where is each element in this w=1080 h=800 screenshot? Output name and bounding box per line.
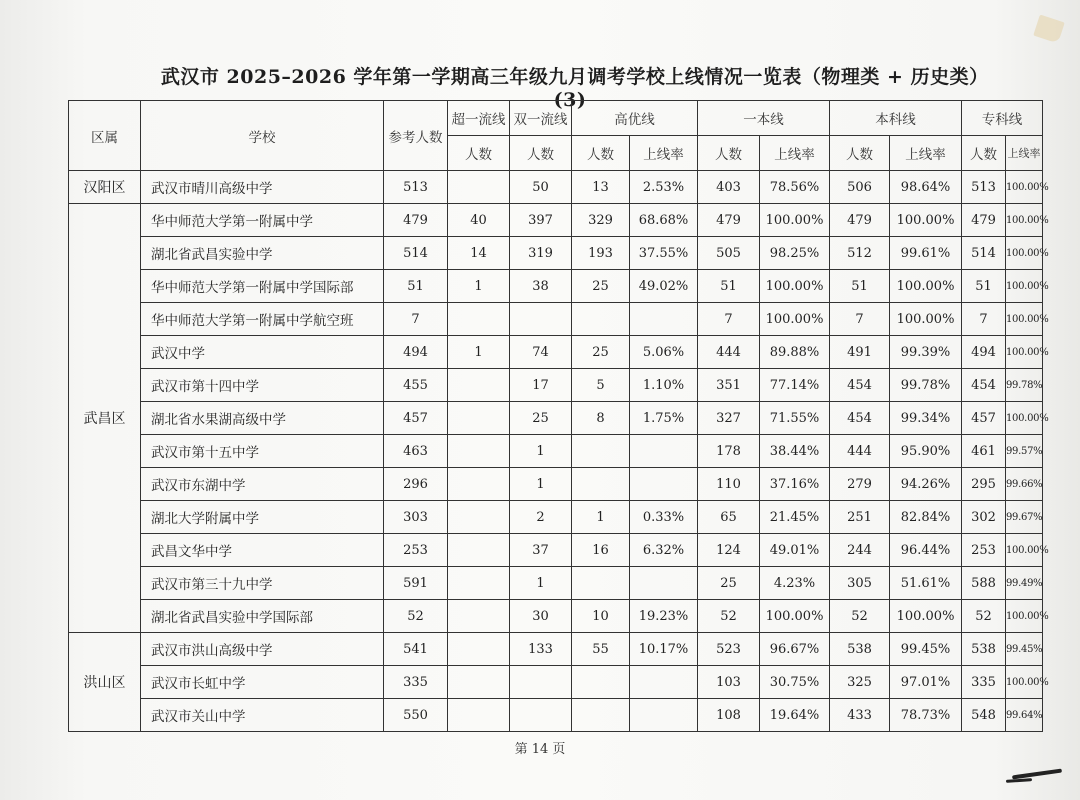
benke-r-cell: 99.34% <box>890 402 962 435</box>
yiben-r-cell: 89.88% <box>760 336 830 369</box>
double-first-cell: 133 <box>510 633 572 666</box>
gaoyou-r-cell: 68.68% <box>630 204 698 237</box>
benke-r-cell: 94.26% <box>890 468 962 501</box>
double-first-cell: 74 <box>510 336 572 369</box>
gaoyou-r-cell <box>630 666 698 699</box>
zhuanke-n-cell: 457 <box>962 402 1006 435</box>
zhuanke-n-cell: 7 <box>962 303 1006 336</box>
gaoyou-n-cell: 10 <box>572 600 630 633</box>
gaoyou-n-cell: 329 <box>572 204 630 237</box>
district-cell: 武昌区 <box>69 204 141 633</box>
gaoyou-r-cell: 49.02% <box>630 270 698 303</box>
super-first-cell <box>448 501 510 534</box>
table-row <box>69 567 1043 600</box>
benke-n-cell: 325 <box>830 666 890 699</box>
double-first-cell <box>510 699 572 732</box>
yiben-n-cell: 108 <box>698 699 760 732</box>
benke-r-cell: 98.64% <box>890 171 962 204</box>
table-row <box>69 534 1043 567</box>
table-row <box>69 171 1043 204</box>
school-cell: 武汉市关山中学 <box>141 699 384 732</box>
table-row <box>69 666 1043 699</box>
zhuanke-r-cell: 99.57% <box>1006 435 1043 468</box>
benke-n-cell: 433 <box>830 699 890 732</box>
zhuanke-n-cell: 51 <box>962 270 1006 303</box>
super-first-cell: 1 <box>448 336 510 369</box>
subheader-rate: 上线率 <box>760 136 830 171</box>
yiben-n-cell: 444 <box>698 336 760 369</box>
subheader-count: 人数 <box>572 136 630 171</box>
examinees-cell: 463 <box>384 435 448 468</box>
zhuanke-n-cell: 538 <box>962 633 1006 666</box>
benke-n-cell: 7 <box>830 303 890 336</box>
double-first-cell: 1 <box>510 435 572 468</box>
zhuanke-n-cell: 52 <box>962 600 1006 633</box>
examinees-cell: 296 <box>384 468 448 501</box>
yiben-r-cell: 38.44% <box>760 435 830 468</box>
super-first-cell <box>448 171 510 204</box>
table-row <box>69 435 1043 468</box>
yiben-n-cell: 51 <box>698 270 760 303</box>
benke-r-cell: 100.00% <box>890 600 962 633</box>
benke-n-cell: 454 <box>830 369 890 402</box>
gaoyou-r-cell: 37.55% <box>630 237 698 270</box>
benke-n-cell: 479 <box>830 204 890 237</box>
zhuanke-r-cell: 100.00% <box>1006 534 1043 567</box>
benke-r-cell: 99.45% <box>890 633 962 666</box>
table-header <box>69 101 1043 171</box>
benke-n-cell: 244 <box>830 534 890 567</box>
gaoyou-n-cell: 25 <box>572 336 630 369</box>
yiben-r-cell: 4.23% <box>760 567 830 600</box>
gaoyou-r-cell <box>630 699 698 732</box>
benke-n-cell: 444 <box>830 435 890 468</box>
double-first-cell: 25 <box>510 402 572 435</box>
zhuanke-r-cell: 99.64% <box>1006 699 1043 732</box>
subheader-count: 人数 <box>830 136 890 171</box>
examinees-cell: 455 <box>384 369 448 402</box>
gaoyou-r-cell: 6.32% <box>630 534 698 567</box>
gaoyou-n-cell: 55 <box>572 633 630 666</box>
school-cell: 武昌文华中学 <box>141 534 384 567</box>
subheader-rate: 上线率 <box>890 136 962 171</box>
gaoyou-r-cell <box>630 567 698 600</box>
yiben-n-cell: 52 <box>698 600 760 633</box>
zhuanke-r-cell: 99.67% <box>1006 501 1043 534</box>
pen-mark <box>1012 769 1062 780</box>
yiben-n-cell: 403 <box>698 171 760 204</box>
header-school: 学校 <box>141 101 384 171</box>
yiben-r-cell: 100.00% <box>760 204 830 237</box>
yiben-r-cell: 100.00% <box>760 600 830 633</box>
benke-n-cell: 52 <box>830 600 890 633</box>
school-cell: 武汉中学 <box>141 336 384 369</box>
benke-r-cell: 99.61% <box>890 237 962 270</box>
benke-n-cell: 279 <box>830 468 890 501</box>
document-title: 武汉市 2025–2026 学年第一学期高三年级九月调考学校上线情况一览表（物理类 + 历史类）(3) <box>160 66 980 111</box>
zhuanke-n-cell: 461 <box>962 435 1006 468</box>
yiben-n-cell: 327 <box>698 402 760 435</box>
examinees-cell: 51 <box>384 270 448 303</box>
school-cell: 华中师范大学第一附属中学国际部 <box>141 270 384 303</box>
yiben-n-cell: 110 <box>698 468 760 501</box>
double-first-cell: 50 <box>510 171 572 204</box>
zhuanke-n-cell: 513 <box>962 171 1006 204</box>
double-first-cell <box>510 666 572 699</box>
table-row <box>69 600 1043 633</box>
zhuanke-n-cell: 454 <box>962 369 1006 402</box>
yiben-n-cell: 25 <box>698 567 760 600</box>
table-row <box>69 237 1043 270</box>
examinees-cell: 457 <box>384 402 448 435</box>
gaoyou-r-cell: 1.10% <box>630 369 698 402</box>
district-cell: 洪山区 <box>69 633 141 732</box>
benke-r-cell: 100.00% <box>890 204 962 237</box>
gaoyou-r-cell: 2.53% <box>630 171 698 204</box>
super-first-cell <box>448 303 510 336</box>
header-gaoyou-line: 高优线 <box>572 101 698 136</box>
school-cell: 湖北省武昌实验中学国际部 <box>141 600 384 633</box>
table-row <box>69 468 1043 501</box>
table-row <box>69 270 1043 303</box>
yiben-n-cell: 351 <box>698 369 760 402</box>
yiben-n-cell: 7 <box>698 303 760 336</box>
header-examinees: 参考人数 <box>384 101 448 171</box>
benke-r-cell: 99.78% <box>890 369 962 402</box>
gaoyou-r-cell: 0.33% <box>630 501 698 534</box>
table-row <box>69 402 1043 435</box>
gaoyou-n-cell: 13 <box>572 171 630 204</box>
table-row <box>69 303 1043 336</box>
yiben-n-cell: 65 <box>698 501 760 534</box>
zhuanke-r-cell: 99.49% <box>1006 567 1043 600</box>
examinees-cell: 7 <box>384 303 448 336</box>
table-row <box>69 633 1043 666</box>
table-body <box>69 171 1049 732</box>
double-first-cell: 17 <box>510 369 572 402</box>
school-cell: 湖北省武昌实验中学 <box>141 237 384 270</box>
examinees-cell: 303 <box>384 501 448 534</box>
benke-r-cell: 51.61% <box>890 567 962 600</box>
examinees-cell: 591 <box>384 567 448 600</box>
super-first-cell: 1 <box>448 270 510 303</box>
zhuanke-r-cell: 100.00% <box>1006 237 1043 270</box>
gaoyou-n-cell: 16 <box>572 534 630 567</box>
school-cell: 湖北大学附属中学 <box>141 501 384 534</box>
zhuanke-r-cell: 100.00% <box>1006 270 1043 303</box>
yiben-n-cell: 479 <box>698 204 760 237</box>
examinees-cell: 479 <box>384 204 448 237</box>
examinees-cell: 541 <box>384 633 448 666</box>
yiben-r-cell: 98.25% <box>760 237 830 270</box>
header-district: 区属 <box>69 101 141 171</box>
zhuanke-r-cell: 100.00% <box>1006 303 1043 336</box>
subheader-rate: 上线率 <box>1006 136 1043 171</box>
paper-corner-mark <box>1033 15 1065 44</box>
gaoyou-n-cell: 193 <box>572 237 630 270</box>
zhuanke-n-cell: 588 <box>962 567 1006 600</box>
header-super-first-line: 超一流线 <box>448 101 510 136</box>
gaoyou-n-cell <box>572 666 630 699</box>
zhuanke-n-cell: 335 <box>962 666 1006 699</box>
school-cell: 武汉市第十四中学 <box>141 369 384 402</box>
school-cell: 武汉市第十五中学 <box>141 435 384 468</box>
super-first-cell <box>448 369 510 402</box>
gaoyou-n-cell <box>572 699 630 732</box>
zhuanke-r-cell: 99.45% <box>1006 633 1043 666</box>
district-cell: 汉阳区 <box>69 171 141 204</box>
benke-r-cell: 95.90% <box>890 435 962 468</box>
school-cell: 湖北省水果湖高级中学 <box>141 402 384 435</box>
zhuanke-r-cell: 100.00% <box>1006 402 1043 435</box>
gaoyou-n-cell: 5 <box>572 369 630 402</box>
gaoyou-r-cell: 19.23% <box>630 600 698 633</box>
double-first-cell: 1 <box>510 468 572 501</box>
pen-mark <box>1006 778 1032 783</box>
zhuanke-r-cell: 99.66% <box>1006 468 1043 501</box>
benke-n-cell: 454 <box>830 402 890 435</box>
examinees-cell: 335 <box>384 666 448 699</box>
double-first-cell <box>510 303 572 336</box>
benke-n-cell: 305 <box>830 567 890 600</box>
examinees-cell: 513 <box>384 171 448 204</box>
super-first-cell <box>448 633 510 666</box>
gaoyou-n-cell <box>572 468 630 501</box>
super-first-cell <box>448 699 510 732</box>
yiben-r-cell: 37.16% <box>760 468 830 501</box>
zhuanke-r-cell: 100.00% <box>1006 204 1043 237</box>
yiben-r-cell: 96.67% <box>760 633 830 666</box>
gaoyou-r-cell <box>630 468 698 501</box>
super-first-cell <box>448 468 510 501</box>
benke-r-cell: 99.39% <box>890 336 962 369</box>
gaoyou-r-cell <box>630 303 698 336</box>
table-row <box>69 369 1043 402</box>
yiben-n-cell: 103 <box>698 666 760 699</box>
examinees-cell: 494 <box>384 336 448 369</box>
results-table <box>68 100 1049 732</box>
gaoyou-r-cell: 5.06% <box>630 336 698 369</box>
yiben-r-cell: 78.56% <box>760 171 830 204</box>
zhuanke-n-cell: 302 <box>962 501 1006 534</box>
double-first-cell: 38 <box>510 270 572 303</box>
benke-n-cell: 512 <box>830 237 890 270</box>
gaoyou-n-cell: 25 <box>572 270 630 303</box>
subheader-rate: 上线率 <box>630 136 698 171</box>
yiben-n-cell: 505 <box>698 237 760 270</box>
subheader-count: 人数 <box>448 136 510 171</box>
yiben-r-cell: 30.75% <box>760 666 830 699</box>
yiben-r-cell: 19.64% <box>760 699 830 732</box>
super-first-cell <box>448 666 510 699</box>
double-first-cell: 1 <box>510 567 572 600</box>
super-first-cell: 14 <box>448 237 510 270</box>
table-row <box>69 336 1043 369</box>
header-benke-line: 本科线 <box>830 101 962 136</box>
zhuanke-n-cell: 494 <box>962 336 1006 369</box>
subheader-count: 人数 <box>510 136 572 171</box>
zhuanke-n-cell: 295 <box>962 468 1006 501</box>
double-first-cell: 319 <box>510 237 572 270</box>
gaoyou-r-cell <box>630 435 698 468</box>
school-cell: 华中师范大学第一附属中学航空班 <box>141 303 384 336</box>
yiben-n-cell: 124 <box>698 534 760 567</box>
zhuanke-r-cell: 99.78% <box>1006 369 1043 402</box>
benke-n-cell: 251 <box>830 501 890 534</box>
benke-n-cell: 51 <box>830 270 890 303</box>
super-first-cell <box>448 600 510 633</box>
double-first-cell: 30 <box>510 600 572 633</box>
benke-r-cell: 100.00% <box>890 303 962 336</box>
yiben-r-cell: 49.01% <box>760 534 830 567</box>
super-first-cell <box>448 567 510 600</box>
benke-n-cell: 538 <box>830 633 890 666</box>
yiben-n-cell: 178 <box>698 435 760 468</box>
zhuanke-r-cell: 100.00% <box>1006 336 1043 369</box>
gaoyou-n-cell: 1 <box>572 501 630 534</box>
school-cell: 武汉市长虹中学 <box>141 666 384 699</box>
table-row <box>69 204 1043 237</box>
zhuanke-n-cell: 514 <box>962 237 1006 270</box>
examinees-cell: 550 <box>384 699 448 732</box>
double-first-cell: 2 <box>510 501 572 534</box>
examinees-cell: 52 <box>384 600 448 633</box>
zhuanke-r-cell: 100.00% <box>1006 171 1043 204</box>
gaoyou-n-cell <box>572 435 630 468</box>
table-row <box>69 501 1043 534</box>
gaoyou-r-cell: 10.17% <box>630 633 698 666</box>
yiben-r-cell: 21.45% <box>760 501 830 534</box>
yiben-n-cell: 523 <box>698 633 760 666</box>
super-first-cell: 40 <box>448 204 510 237</box>
zhuanke-n-cell: 479 <box>962 204 1006 237</box>
gaoyou-n-cell <box>572 303 630 336</box>
school-cell: 武汉市洪山高级中学 <box>141 633 384 666</box>
double-first-cell: 37 <box>510 534 572 567</box>
zhuanke-r-cell: 100.00% <box>1006 600 1043 633</box>
subheader-count: 人数 <box>962 136 1006 171</box>
examinees-cell: 253 <box>384 534 448 567</box>
gaoyou-n-cell <box>572 567 630 600</box>
double-first-cell: 397 <box>510 204 572 237</box>
super-first-cell <box>448 435 510 468</box>
zhuanke-n-cell: 548 <box>962 699 1006 732</box>
header-zhuanke-line: 专科线 <box>962 101 1043 136</box>
zhuanke-r-cell: 100.00% <box>1006 666 1043 699</box>
header-double-first-line: 双一流线 <box>510 101 572 136</box>
school-cell: 武汉市晴川高级中学 <box>141 171 384 204</box>
benke-r-cell: 82.84% <box>890 501 962 534</box>
yiben-r-cell: 71.55% <box>760 402 830 435</box>
benke-r-cell: 97.01% <box>890 666 962 699</box>
yiben-r-cell: 77.14% <box>760 369 830 402</box>
page-number: 第 14 页 <box>514 742 566 757</box>
school-cell: 武汉市东湖中学 <box>141 468 384 501</box>
benke-n-cell: 491 <box>830 336 890 369</box>
zhuanke-n-cell: 253 <box>962 534 1006 567</box>
school-cell: 武汉市第三十九中学 <box>141 567 384 600</box>
yiben-r-cell: 100.00% <box>760 303 830 336</box>
yiben-r-cell: 100.00% <box>760 270 830 303</box>
benke-r-cell: 100.00% <box>890 270 962 303</box>
school-cell: 华中师范大学第一附属中学 <box>141 204 384 237</box>
super-first-cell <box>448 534 510 567</box>
gaoyou-n-cell: 8 <box>572 402 630 435</box>
header-yiben-line: 一本线 <box>698 101 830 136</box>
benke-n-cell: 506 <box>830 171 890 204</box>
table-row <box>69 699 1043 732</box>
subheader-count: 人数 <box>698 136 760 171</box>
gaoyou-r-cell: 1.75% <box>630 402 698 435</box>
examinees-cell: 514 <box>384 237 448 270</box>
benke-r-cell: 96.44% <box>890 534 962 567</box>
benke-r-cell: 78.73% <box>890 699 962 732</box>
super-first-cell <box>448 402 510 435</box>
